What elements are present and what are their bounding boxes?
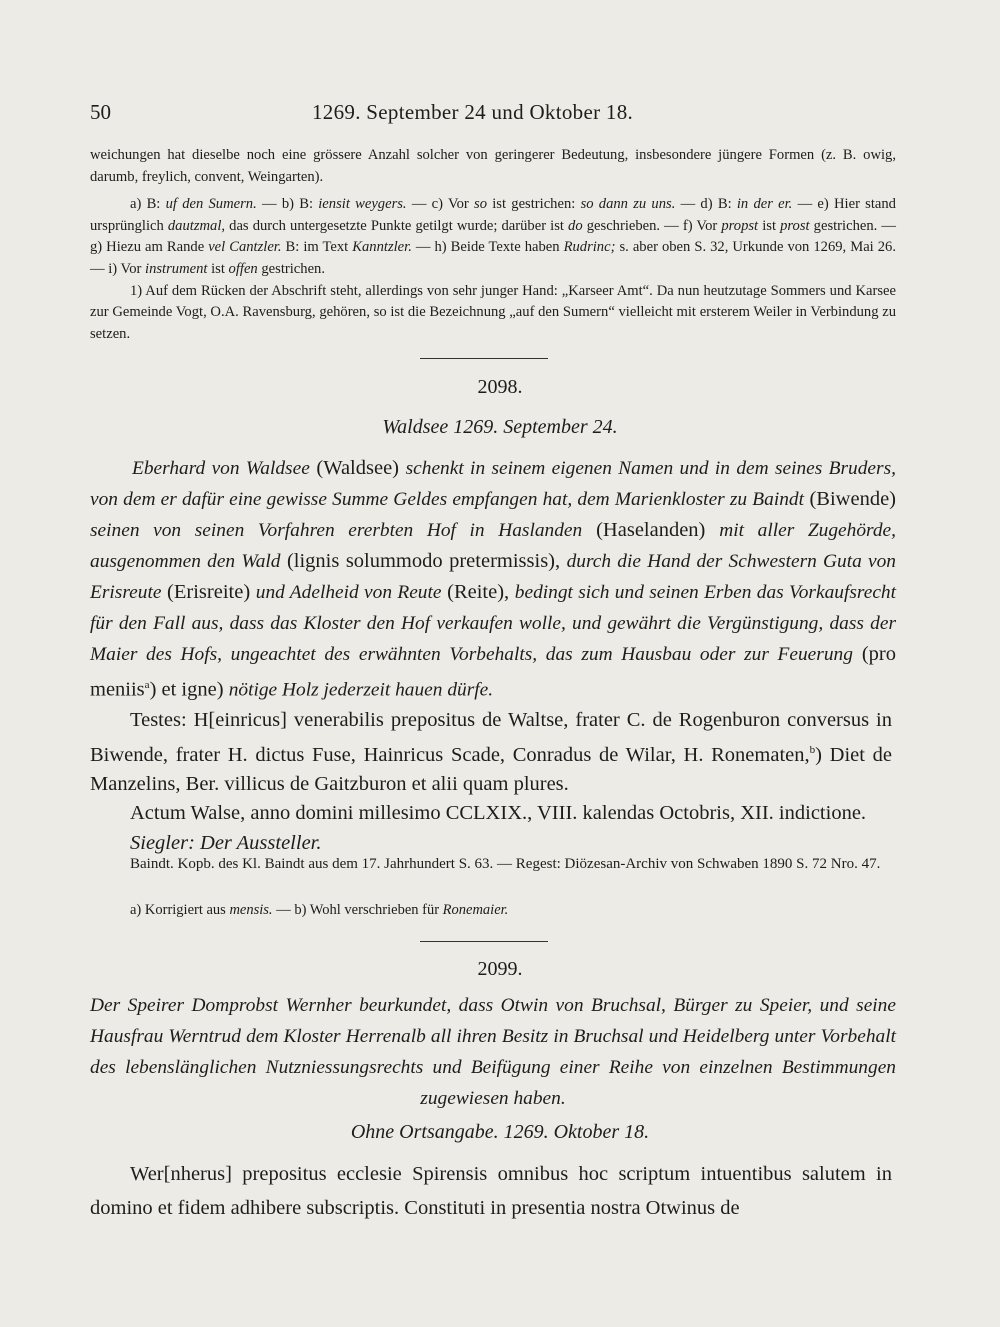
regest-2098: Eberhard von Waldsee (Waldsee) schenkt in seinem eigenen Namen und in dem seines Bruders, von dem er dafür eine gewisse Summe Geldes empfangen hat, dem Marienkloster zu Baindt (Biwende) seinen von seinen Vorfahren ererbten Hof in Haslanden (Haselanden) mit aller Zugehörde, ausgenommen den Wald (lignis solummodo pretermissis), durch die Hand der Schwestern Guta von Erisreute (Erisreite) und Adelheid von Reute (Reite), bedingt sich und seinen Erben das Vorkaufsrecht für den Fall aus, dass das Kloster den Hof verkaufen wolle, und gewährt die Vergünstigung, dass der Maier des Hofs, ungeachtet des erwähnten Vorbehalts, das zum Hausbau oder zur Feuerung (pro meniis$^a$) et igne) nötige Holz jederzeit hauen dürfe. (90, 457, 897, 701)
testes-2098: Testes: H[einricus] venerabilis prepositus de Waltse, frater C. de Rogenburon conversus in Biwende, frater H. dictus Fuse, Hainricus Scade, Conradus de Wilar, H. Ronematen,$^b$) Diet de Manzelins, Ber. villicus de Gaitzburon et alii quam plures. Actum Walse, anno domini millesimo CCLXIX., VIII. kalendas Octobris, XII. indictione. Siegler: Der Aussteller. (90, 706, 892, 858)
source-2098: Baindt. Kopb. des Kl. Baindt aus dem 17. Jahrhundert S. 63. — Regest: Diözesan-Archiv von Schwaben 1890 S. 72 Nro. 47. (130, 856, 881, 872)
running-title: 1269. September 24 und Oktober 18. (312, 100, 634, 124)
top-notes (90, 145, 896, 345)
dateline-2099: Ohne Ortsangabe. 1269. Oktober 18. (350, 1121, 650, 1143)
note-continuation: weichungen hat dieselbe noch eine grössere Anzahl solcher von geringerer Bedeutung, insbesondere jüngere Formen (z. B. owig, darumb, freylich, convent, Weingarten). (90, 147, 896, 185)
page-number: 50 (90, 100, 111, 124)
text-2099: Wer[nherus] prepositus ecclesie Spirensis omnibus hoc scriptum intuentibus salutem in domino et fidem adhibere subscriptis. Constituti in presentia nostra Otwinus de (90, 1163, 892, 1219)
section-divider (420, 941, 548, 942)
actum-2098: Actum Walse, anno domini millesimo CCLXIX., VIII. kalendas Octobris, XII. indictione. (130, 802, 867, 825)
document-number-2099: 2099. (477, 958, 523, 980)
siegler-2098: Siegler: Der Aussteller. (130, 831, 322, 854)
dateline-2098: Waldsee 1269. September 24. (382, 416, 618, 438)
section-divider (420, 358, 548, 359)
footnote-1: 1) Auf dem Rücken der Abschrift steht, allerdings von sehr junger Hand: „Karseer Amt“. Da nun heutzutage Sommers und Karsee zur Gemeinde Vogt, O.A. Ravensburg, gehören, so ist die Bezeichnung „auf den Sumern“ vielleicht mit ersterem Weiler in Verbindung zu setzen. (90, 282, 896, 342)
regest-2099: Der Speirer Domprobst Wernher beurkundet, dass Otwin von Bruchsal, Bürger zu Speier, und seine Hausfrau Werntrud dem Kloster Herrenalb all ihren Besitz in Bruchsal und Heidelberg unter Vorbehalt des lebenslänglichen Nutzniessungsrechts und Beifügung einer Reihe von einzelnen Bestimmungen zugewiesen haben. (90, 995, 896, 1109)
footnotes-2098: a) Korrigiert aus mensis. — b) Wohl verschrieben für Ronemaier. (130, 902, 509, 918)
variant-notes: a) B: uf den Sumern. — b) B: iensit weygers. — c) Vor so ist gestrichen: so dann zu uns. — d) B: in der er. — e) Hier stand ursprünglich dautzmal, das durch untergesetzte Punkte getilgt wurde; darüber ist do geschrieben. — f) Vor propst ist prost gestrichen. — g) Hiezu am Rande vel Cantzler. B: im Text Kanntzler. — h) Beide Texte haben Rudrinc; s. aber oben S. 32, Urkunde von 1269, Mai 26. — i) Vor instrument ist offen gestrichen. (90, 196, 896, 277)
document-number-2098: 2098. (477, 376, 523, 398)
